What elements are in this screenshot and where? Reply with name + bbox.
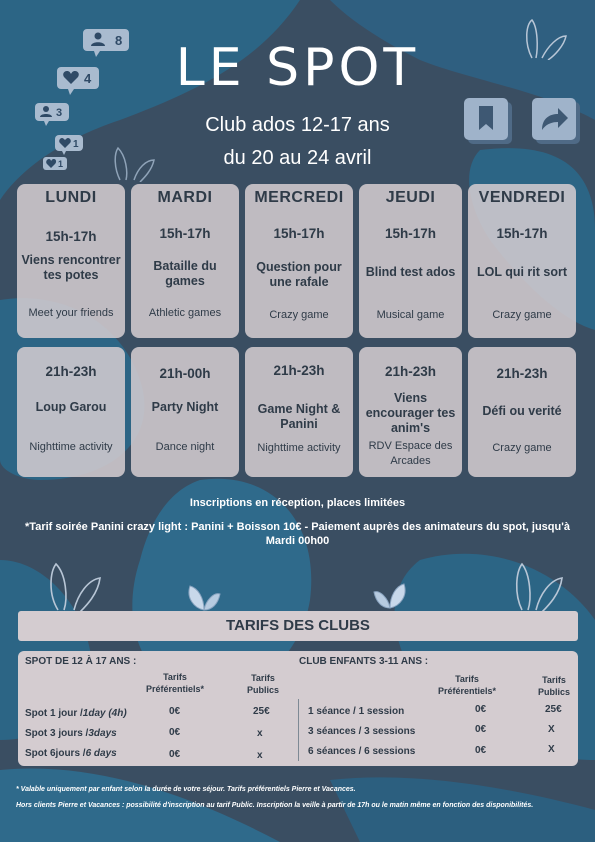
spot-row-label: Spot 1 jour / <box>25 708 83 719</box>
activity-english: RDV Espace des Arcades <box>368 440 453 467</box>
club-row-pref: 0€ <box>475 704 487 715</box>
activity: Party Night <box>151 400 219 414</box>
tarifs-title: TARIFS DES CLUBS <box>18 611 578 641</box>
activity-english: Crazy game <box>492 442 552 454</box>
inscriptions-note: Inscriptions en réception, places limitées <box>189 497 406 509</box>
spot-row-pref: 0€ <box>169 727 181 738</box>
time-slot: 21h-23h <box>496 366 548 381</box>
club-row-pub: X <box>548 744 555 755</box>
time-slot: 21h-23h <box>273 363 325 378</box>
activity-english: Dance night <box>155 441 215 453</box>
spot-col-pub: Tarifs Publics <box>246 673 279 695</box>
time-slot: 21h-23h <box>45 364 97 379</box>
spot-row-pub: 25€ <box>253 706 270 717</box>
card-mercredi-afternoon <box>245 184 353 338</box>
spot-heading: SPOT DE 12 À 17 ANS : <box>25 656 137 667</box>
time-slot: 21h-23h <box>384 364 437 379</box>
day-label: JEUDI <box>385 189 436 206</box>
club-row-label: 3 séances / 3 sessions <box>308 726 416 737</box>
tarifs-table <box>18 651 578 766</box>
club-row-pub: 25€ <box>545 704 562 715</box>
club-row-pref: 0€ <box>475 745 487 756</box>
club-col-pref: Tarifs Préférentiels* <box>437 674 497 696</box>
card-vendredi-evening <box>468 347 576 477</box>
time-slot: 15h-17h <box>273 226 325 241</box>
spot-row <box>25 728 117 739</box>
time-slot: 15h-17h <box>384 226 437 241</box>
card-jeudi-evening <box>359 347 462 477</box>
activity: Viens encourager tes anim's <box>365 391 456 435</box>
club-col-pub: Tarifs Publics <box>537 675 570 697</box>
spot-row-label-en: 1day (4h) <box>82 708 127 719</box>
footnote-2: Hors clients Pierre et Vacances : possibilité d'inscription au tarif Public. Inscription la veille à partir de 17h ou le matin même en fonction des disponibilités. <box>16 802 534 809</box>
spot-row-label-en: 6 days <box>85 748 117 759</box>
activity-english: Crazy game <box>492 309 552 321</box>
page-title: LE SPOT <box>175 38 420 98</box>
activity-english: Nighttime activity <box>29 441 113 453</box>
spot-col-pref: Tarifs Préférentiels* <box>145 672 205 694</box>
activity: Défi ou verité <box>482 404 562 418</box>
age-subtitle: Club ados 12-17 ans <box>205 114 390 136</box>
spot-row-pref: 0€ <box>169 749 181 760</box>
footnote-1: * Valable uniquement par enfant selon la durée de votre séjour. Tarifs préférentiels Pierre et Vacances. <box>16 786 356 793</box>
day-label: MERCREDI <box>254 189 344 206</box>
spot-row-pref: 0€ <box>169 706 181 717</box>
bunny-ears-icon <box>44 560 104 612</box>
date-subtitle: du 20 au 24 avril <box>223 147 372 169</box>
spot-row <box>25 708 127 719</box>
activity: Loup Garou <box>35 400 107 414</box>
activity-english: Athletic games <box>148 307 222 319</box>
spot-row-label: Spot 6jours / <box>25 748 86 759</box>
activity: Game Night & Panini <box>257 402 341 431</box>
panini-note: *Tarif soirée Panini crazy light : Panini + Boisson 10€ - Paiement auprès des animateurs du spot, jusqu'à Mardi 00h00 <box>25 521 570 547</box>
activity: Viens rencontrer tes potes <box>21 253 121 282</box>
activity-english: Meet your friends <box>28 307 114 319</box>
activity: Question pour une rafale <box>256 260 342 289</box>
club-row-pref: 0€ <box>475 724 487 735</box>
activity-english: Nighttime activity <box>257 442 341 454</box>
bunny-ears-icon <box>510 560 566 612</box>
card-lundi-afternoon <box>17 184 125 338</box>
spot-row-pub: x <box>257 750 263 761</box>
heart-count-2: 1 <box>73 139 79 150</box>
card-jeudi-afternoon <box>359 184 462 338</box>
heart-count: 4 <box>84 71 92 86</box>
user-count-2: 3 <box>56 107 63 119</box>
card-mardi-afternoon <box>131 184 239 338</box>
activity-english: Musical game <box>376 309 445 321</box>
column-divider <box>298 699 299 761</box>
day-label: MARDI <box>157 189 213 206</box>
card-mardi-evening <box>131 347 239 477</box>
card-mercredi-evening <box>245 347 353 477</box>
card-vendredi-afternoon <box>468 184 576 338</box>
activity: LOL qui rit sort <box>476 265 568 279</box>
heart-count-3: 1 <box>58 159 64 169</box>
time-slot: 21h-00h <box>159 366 211 381</box>
spot-row-label-en: 3days <box>88 728 117 739</box>
time-slot: 15h-17h <box>45 229 97 244</box>
time-slot: 15h-17h <box>496 226 548 241</box>
spot-row-label: Spot 3 jours / <box>25 728 89 739</box>
user-count: 8 <box>115 33 123 48</box>
day-label: VENDREDI <box>478 189 566 206</box>
spot-row <box>25 748 117 759</box>
club-row-pub: X <box>548 724 555 735</box>
activity-english: Crazy game <box>269 309 329 321</box>
activity: Bataille du games <box>153 259 217 288</box>
time-slot: 15h-17h <box>159 226 211 241</box>
day-label: LUNDI <box>45 189 97 206</box>
card-lundi-evening <box>17 347 125 477</box>
activity: Blind test ados <box>365 265 456 279</box>
club-row-label: 6 séances / 6 sessions <box>308 746 416 757</box>
club-heading: CLUB ENFANTS 3-11 ANS : <box>299 656 429 667</box>
club-row-label: 1 séance / 1 session <box>308 706 405 717</box>
spot-row-pub: x <box>257 728 263 739</box>
